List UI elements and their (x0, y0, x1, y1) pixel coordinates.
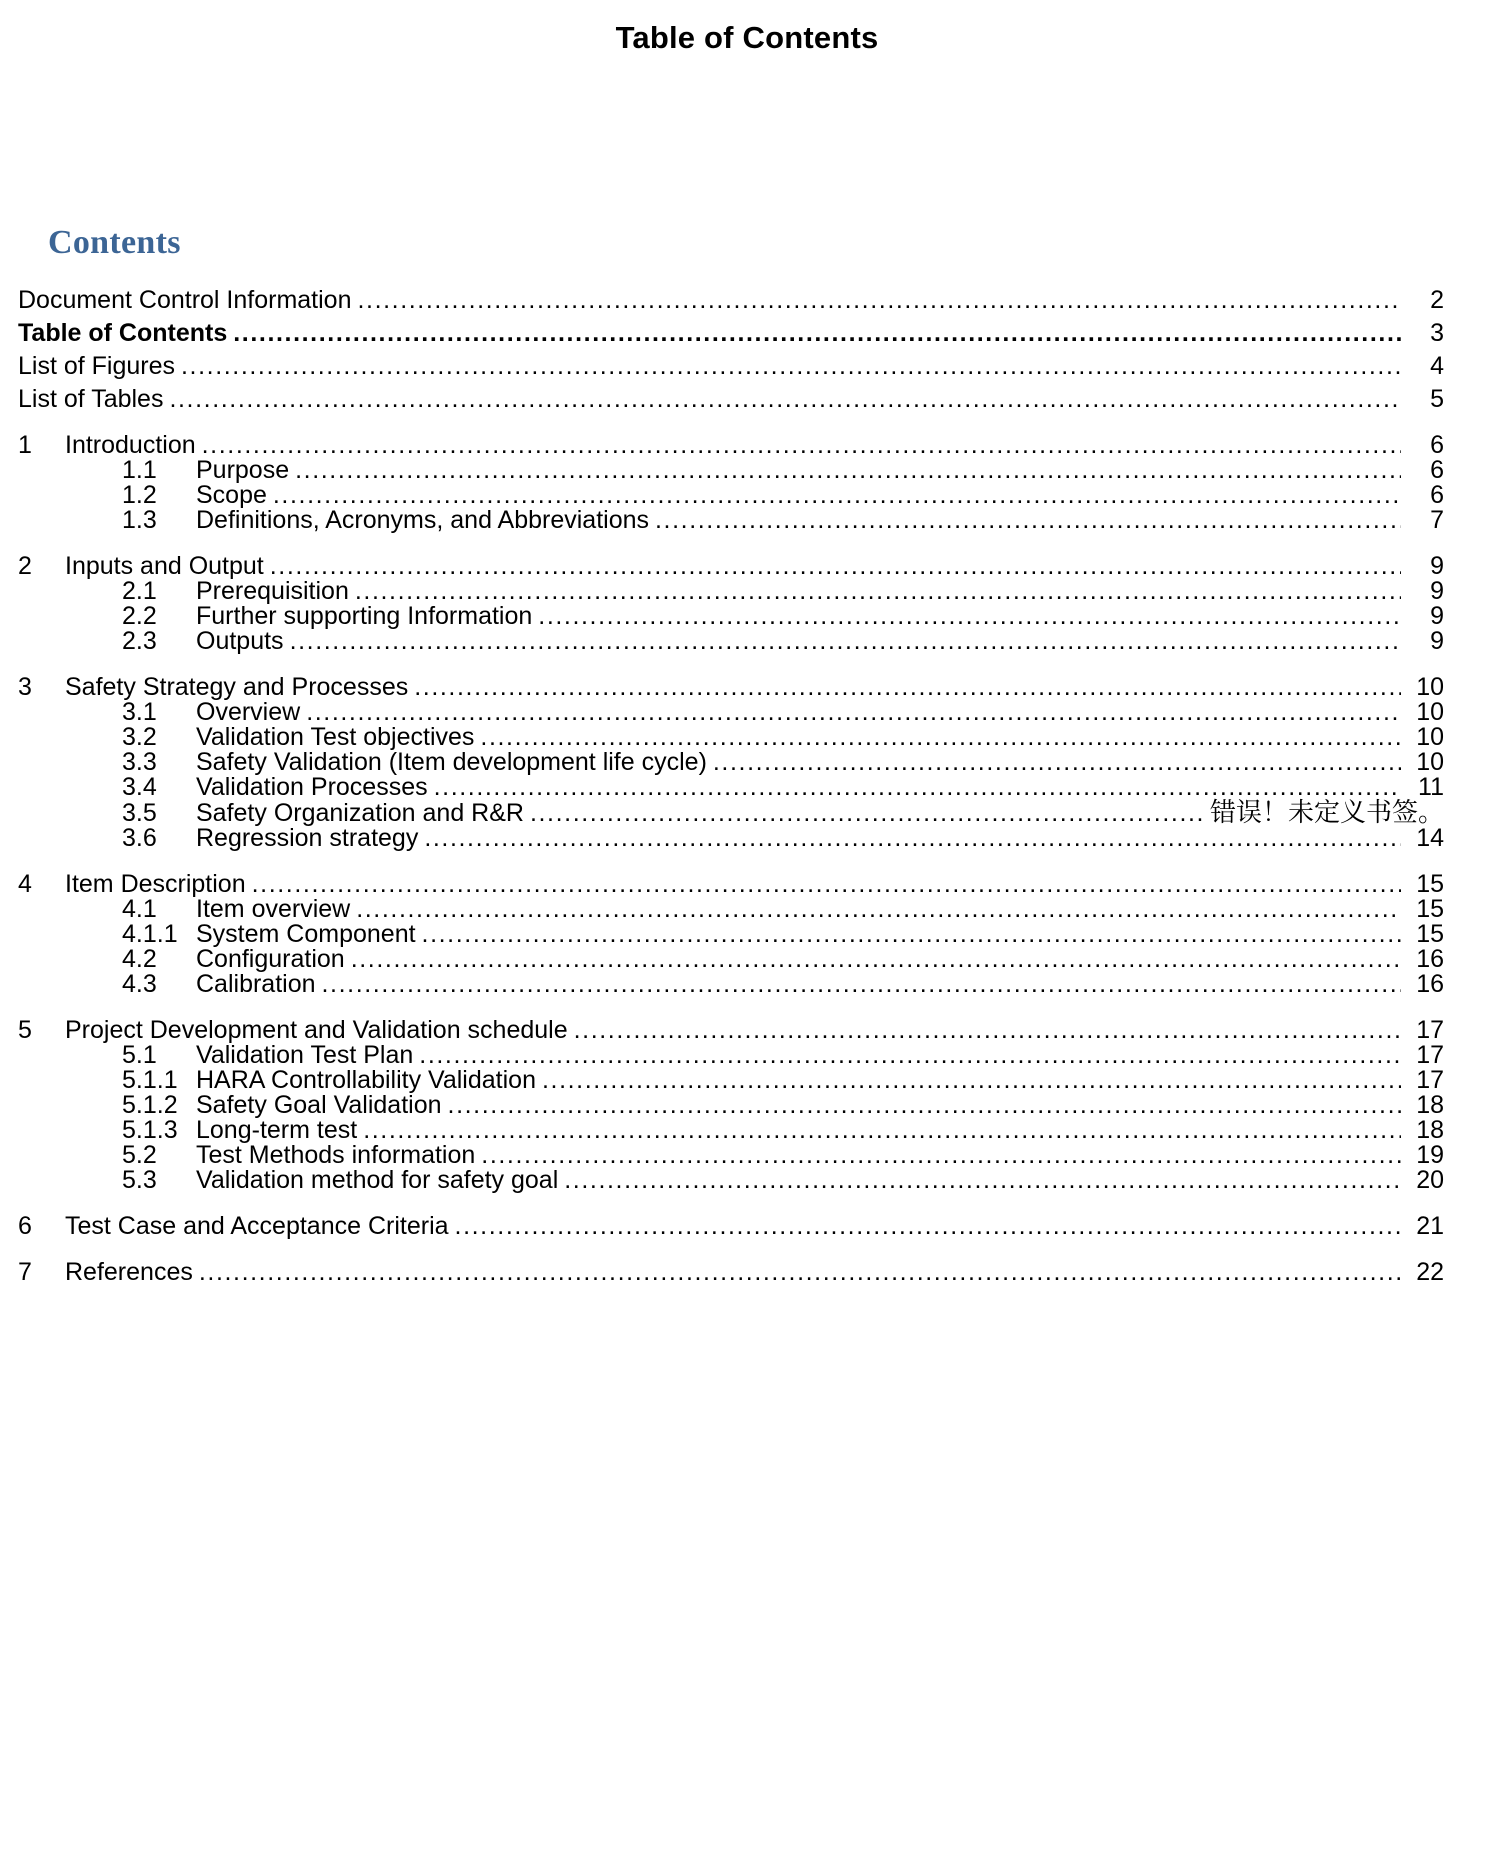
page-title: Table of Contents (615, 20, 879, 55)
toc-entry-number: 5.1 (122, 1041, 157, 1069)
toc-entry-title: References (65, 1258, 193, 1286)
toc-entry-page-number: 17 (1416, 1066, 1444, 1094)
toc-entry[interactable] (18, 579, 1444, 604)
toc-entry-number: 2.1 (122, 577, 157, 605)
toc-entry-page-number: 5 (1430, 385, 1444, 413)
toc-entry-number: 4 (18, 870, 32, 898)
toc-leader-dots (202, 433, 1401, 458)
toc-entry-title: Test Case and Acceptance Criteria (65, 1212, 449, 1240)
toc-entry-page-number: 9 (1430, 602, 1444, 630)
toc-leader-dots (290, 629, 1401, 654)
toc-entry-page-number: 18 (1416, 1091, 1444, 1119)
toc-entry-page-number: 4 (1430, 352, 1444, 380)
toc-entry-page-number: 9 (1430, 577, 1444, 605)
toc-entry-number: 2 (18, 552, 32, 580)
toc-leader-dots (480, 725, 1401, 750)
toc-entry-page-number: 17 (1416, 1041, 1444, 1069)
toc-leader-dots (306, 700, 1401, 725)
toc-entry-title: Long-term test (196, 1116, 358, 1144)
toc-leader-dots (295, 458, 1401, 483)
toc-entry-number: 5 (18, 1016, 32, 1044)
toc-entry[interactable] (18, 604, 1444, 629)
toc-leader-dots (252, 872, 1401, 897)
toc-entry-page-number: 2 (1430, 286, 1444, 314)
toc-leader-dots (414, 675, 1401, 700)
toc-entry-number: 3.3 (122, 748, 157, 776)
toc-leader-dots (713, 750, 1401, 775)
toc-leader-dots (270, 554, 1401, 579)
toc-entry[interactable] (18, 629, 1444, 654)
toc-entry-page-number: 3 (1430, 319, 1444, 347)
toc-leader-dots (351, 947, 1401, 972)
toc-entry-page-number: 16 (1416, 970, 1444, 998)
toc-entry-number: 5.1.1 (122, 1066, 178, 1094)
toc-entry[interactable] (18, 750, 1444, 775)
toc-leader-dots (181, 354, 1401, 379)
toc-entry-title: Calibration (196, 970, 316, 998)
toc-entry-page-number: 16 (1416, 945, 1444, 973)
toc-leader-dots (655, 508, 1401, 533)
toc-entry-page-number: 10 (1416, 723, 1444, 751)
toc-leader-dots (356, 897, 1401, 922)
toc-entry-page-number: 6 (1430, 431, 1444, 459)
toc-entry[interactable] (18, 433, 1444, 458)
toc-entry-page-number: 11 (1418, 773, 1444, 801)
toc-entry-page-number: 6 (1430, 481, 1444, 509)
toc-entry-title: Safety Validation (Item development life cycle) (196, 748, 707, 776)
toc-entry-page-number: 10 (1416, 673, 1444, 701)
toc-entry-number: 3.5 (122, 799, 157, 827)
toc-entry[interactable] (18, 775, 1444, 800)
toc-entry-page-number: 9 (1430, 552, 1444, 580)
toc-leader-dots (422, 922, 1401, 947)
toc-entry[interactable] (18, 675, 1444, 700)
toc-leader-dots (538, 604, 1401, 629)
toc-entry-title: Item overview (196, 895, 351, 923)
toc-entry-number: 5.1.3 (122, 1116, 178, 1144)
toc-leader-dots (434, 775, 1401, 800)
toc-entry-number: 2.2 (122, 602, 157, 630)
toc-entry[interactable] (18, 554, 1444, 579)
toc-entry-title: System Component (196, 920, 416, 948)
toc-entry[interactable] (18, 354, 1444, 379)
toc-entry[interactable] (18, 1093, 1444, 1118)
toc-entry-number: 3.2 (122, 723, 157, 751)
toc-entry-page-number: 15 (1416, 920, 1444, 948)
toc-entry-title: Overview (196, 698, 301, 726)
toc-entry-page-number: 10 (1416, 748, 1444, 776)
toc-entry-page-number: 14 (1416, 824, 1444, 852)
toc-entry-page-number: 10 (1416, 698, 1444, 726)
toc-entry-number: 2.3 (122, 627, 157, 655)
toc-leader-dots (233, 321, 1401, 346)
toc-entry-number: 1 (18, 431, 32, 459)
toc-entry-title: Further supporting Information (196, 602, 533, 630)
toc-entry-page-number: 18 (1416, 1116, 1444, 1144)
toc-entry-title: Configuration (196, 945, 345, 973)
table-of-contents-list (0, 288, 1494, 1285)
toc-entry-page-number: 20 (1416, 1166, 1444, 1194)
toc-entry-number: 4.1.1 (122, 920, 178, 948)
toc-entry-number: 5.1.2 (122, 1091, 178, 1119)
toc-entry[interactable] (18, 826, 1444, 851)
contents-heading: Contents (48, 224, 181, 261)
toc-entry[interactable] (18, 288, 1444, 313)
toc-entry-title: Outputs (196, 627, 284, 655)
toc-entry-number: 1.1 (122, 456, 157, 484)
toc-entry-number: 6 (18, 1212, 32, 1240)
toc-entry-title: Introduction (65, 431, 196, 459)
toc-entry-title: List of Figures (18, 352, 176, 380)
toc-entry-title: Scope (196, 481, 267, 509)
toc-entry-number: 4.1 (122, 895, 157, 923)
toc-entry-page-number: 21 (1416, 1212, 1444, 1240)
toc-entry-number: 3 (18, 673, 32, 701)
toc-entry-title: Regression strategy (196, 824, 419, 852)
toc-entry-page-number: 17 (1416, 1016, 1444, 1044)
toc-entry[interactable] (18, 508, 1444, 533)
toc-entry-page-number: 19 (1416, 1141, 1444, 1169)
toc-leader-dots (448, 1093, 1401, 1118)
toc-leader-dots (363, 1118, 1401, 1143)
toc-leader-dots (530, 801, 1206, 826)
toc-entry[interactable] (18, 1214, 1444, 1239)
toc-entry[interactable] (18, 800, 1444, 826)
toc-leader-dots (322, 972, 1401, 997)
toc-entry[interactable] (18, 321, 1444, 346)
toc-entry-title: Document Control Information (18, 286, 352, 314)
toc-leader-dots (169, 387, 1401, 412)
toc-leader-dots (419, 1043, 1401, 1068)
toc-entry[interactable] (18, 483, 1444, 508)
toc-entry[interactable] (18, 1068, 1444, 1093)
toc-entry[interactable] (18, 458, 1444, 483)
toc-entry-title: HARA Controllability Validation (196, 1066, 536, 1094)
toc-entry-title: Project Development and Validation schedule (65, 1016, 568, 1044)
toc-entry-title: Validation Test objectives (196, 723, 475, 751)
toc-entry-page-number: 9 (1430, 627, 1444, 655)
toc-entry-number: 3.1 (122, 698, 157, 726)
toc-entry-page-number: 7 (1430, 506, 1444, 534)
toc-entry-title: Safety Strategy and Processes (65, 673, 409, 701)
toc-entry[interactable] (18, 1118, 1444, 1143)
toc-entry-page-number: 15 (1416, 870, 1444, 898)
toc-entry-number: 3.4 (122, 773, 157, 801)
toc-entry-number: 1.2 (122, 481, 157, 509)
toc-entry-title: Validation method for safety goal (196, 1166, 559, 1194)
toc-entry-number: 5.2 (122, 1141, 157, 1169)
toc-entry[interactable] (18, 387, 1444, 412)
toc-entry[interactable] (18, 1260, 1444, 1285)
toc-entry-title: Test Methods information (196, 1141, 476, 1169)
toc-entry-title: Table of Contents (18, 319, 228, 347)
toc-leader-dots (424, 826, 1401, 851)
toc-leader-dots (564, 1168, 1401, 1193)
toc-entry-page-number: 15 (1416, 895, 1444, 923)
toc-entry-title: List of Tables (18, 385, 164, 413)
toc-entry[interactable] (18, 1018, 1444, 1043)
toc-entry-error-note: 错误！未定义书签。 (1209, 798, 1444, 828)
toc-entry-number: 5.3 (122, 1166, 157, 1194)
toc-leader-dots (574, 1018, 1401, 1043)
toc-leader-dots (481, 1143, 1401, 1168)
toc-entry-number: 1.3 (122, 506, 157, 534)
toc-entry-number: 4.2 (122, 945, 157, 973)
toc-leader-dots (199, 1260, 1401, 1285)
toc-entry[interactable] (18, 1143, 1444, 1168)
toc-entry[interactable] (18, 700, 1444, 725)
toc-leader-dots (273, 483, 1401, 508)
toc-leader-dots (455, 1214, 1401, 1239)
toc-entry[interactable] (18, 947, 1444, 972)
toc-entry-page-number: 22 (1416, 1258, 1444, 1286)
toc-entry-title: Safety Organization and R&R (196, 799, 524, 827)
toc-entry-number: 7 (18, 1258, 32, 1286)
toc-leader-dots (355, 579, 1401, 604)
toc-entry[interactable] (18, 897, 1444, 922)
toc-entry[interactable] (18, 1043, 1444, 1068)
toc-entry[interactable] (18, 725, 1444, 750)
toc-entry-title: Item Description (65, 870, 246, 898)
toc-entry-title: Definitions, Acronyms, and Abbreviations (196, 506, 650, 534)
toc-entry-title: Validation Test Plan (196, 1041, 414, 1069)
toc-entry[interactable] (18, 922, 1444, 947)
toc-entry-title: Prerequisition (196, 577, 349, 605)
toc-entry[interactable] (18, 1168, 1444, 1193)
toc-entry-title: Validation Processes (196, 773, 428, 801)
toc-entry-title: Safety Goal Validation (196, 1091, 442, 1119)
toc-entry[interactable] (18, 872, 1444, 897)
toc-leader-dots (357, 288, 1401, 313)
toc-entry[interactable] (18, 972, 1444, 997)
toc-entry-title: Purpose (196, 456, 290, 484)
toc-entry-page-number: 6 (1430, 456, 1444, 484)
toc-entry-title: Inputs and Output (65, 552, 264, 580)
toc-entry-number: 4.3 (122, 970, 157, 998)
toc-leader-dots (542, 1068, 1401, 1093)
toc-entry-number: 3.6 (122, 824, 157, 852)
